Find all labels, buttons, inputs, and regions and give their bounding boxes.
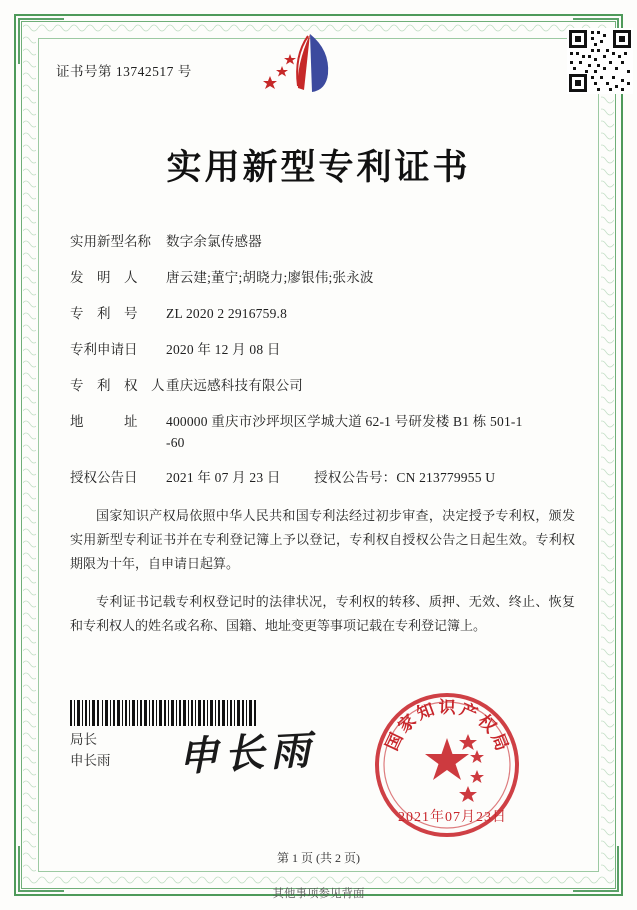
field-label: 授权公告日 (70, 470, 138, 486)
field-label: 地 址 (70, 413, 138, 429)
field-value: 2020 年 12 月 08 日 (166, 341, 281, 357)
field-label: 专利申请日 (70, 341, 138, 357)
field-label: 实用新型名称 (70, 234, 151, 249)
field-row-application-date (70, 340, 581, 361)
field-label: 专 利 权 人 (70, 377, 165, 393)
footnote: 其他事项参见背面 (272, 888, 365, 900)
field-value: 重庆远感科技有限公司 (166, 377, 303, 393)
director-label: 局长 (70, 732, 97, 747)
paragraph-2: 专利证书记载专利权登记时的法律状况，专利权的转移、质押、无效、终止、恢复和专利权人的姓名或名称、国籍、地址变更等事项记载在专利登记簿上。 (70, 593, 575, 633)
field-row-utility-model-name (70, 232, 581, 253)
page-indicator: 第 1 页 (共 2 页) (277, 851, 360, 865)
field-row-address (70, 412, 581, 454)
field-row-patentee (70, 376, 581, 397)
field-label: 发 明 人 (70, 269, 138, 285)
field-value: ZL 2020 2 2916759.8 (166, 305, 288, 321)
address-line-1: 400000 重庆市沙坪坝区学城大道 62-1 号研发楼 B1 栋 501-1 (166, 413, 523, 429)
handwritten-signature: 申长雨 (177, 727, 318, 780)
seal-date: 2021年07月23日 (398, 810, 507, 825)
grant-publication-number-value: CN 213779955 U (396, 470, 496, 486)
field-value: 唐云建;董宁;胡晓力;廖银伟;张永波 (166, 269, 374, 285)
legal-text (56, 504, 581, 637)
field-value (166, 412, 581, 454)
director-name: 申长雨 (70, 752, 111, 768)
field-value (166, 468, 581, 489)
field-row-inventors (70, 268, 581, 289)
grant-publication-number-label: 授权公告号： (314, 470, 397, 486)
certificate-number: 证书号第 13742517 号 (56, 64, 192, 79)
grant-date-value: 2021 年 07 月 23 日 (166, 470, 281, 486)
paragraph-1: 国家知识产权局依照中华人民共和国专利法经过初步审查，决定授予专利权，颁发实用新型专利证书并在专利登记簿上予以登记，专利权自授权公告之日起生效。专利权期限为十年，自申请日起算。 (70, 508, 575, 572)
field-row-patent-number (70, 304, 581, 325)
field-value: 数字余氯传感器 (166, 234, 262, 249)
field-label: 专 利 号 (70, 305, 138, 321)
certificate-content (56, 60, 581, 651)
page-title: 实用新型专利证书 (166, 148, 471, 187)
svg-text:国家知识产权局: 国家知识产权局 (382, 697, 513, 757)
field-list (56, 232, 581, 489)
signature-block (70, 730, 111, 772)
address-line-2: -60 (166, 434, 185, 450)
field-row-grant-date (70, 468, 581, 489)
